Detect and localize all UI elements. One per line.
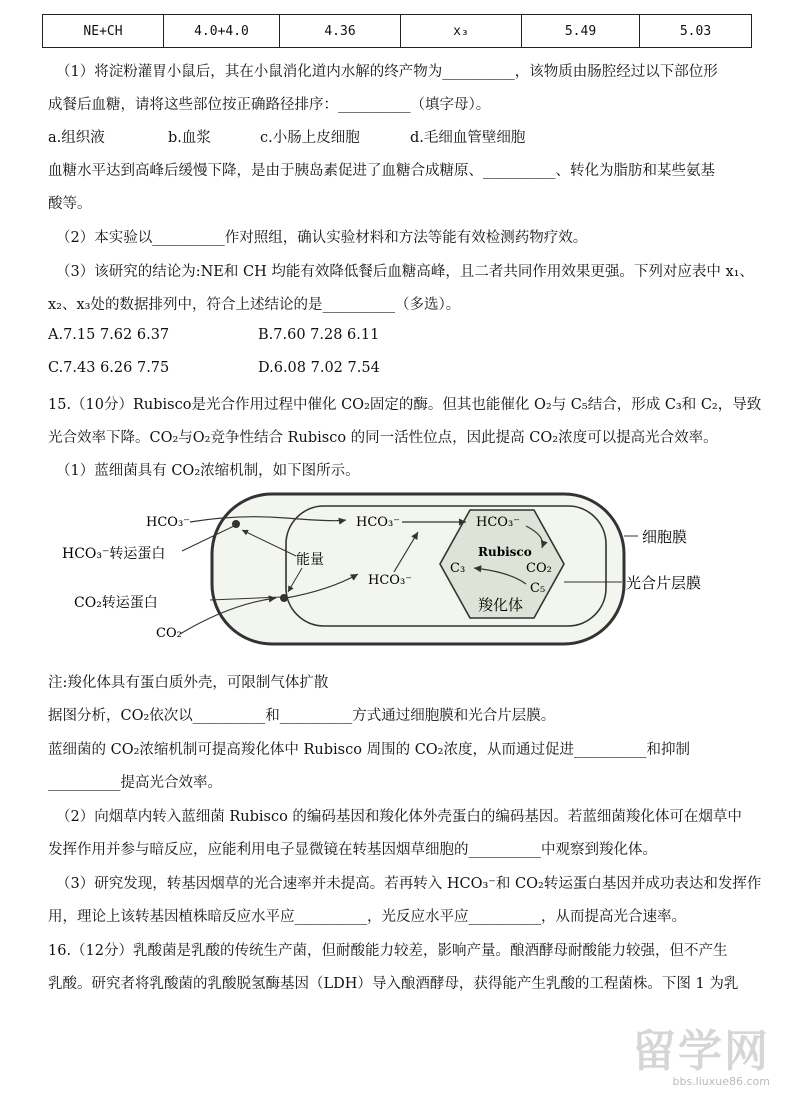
q1-option-c: c.小肠上皮细胞: [260, 130, 360, 146]
q1-line4: 酸等。: [48, 196, 92, 212]
q3-options-ab: [48, 327, 379, 343]
q1-option-b: b.血浆: [168, 130, 211, 146]
cell-membrane-shape: [212, 494, 624, 644]
q3-option-c: C.7.43 6.26 7.75: [48, 360, 170, 376]
co2-transporter-label: CO₂转运蛋白: [74, 595, 158, 611]
hco3-lamella-label: HCO₃⁻: [368, 573, 413, 588]
c3-label: C₃: [450, 561, 466, 576]
rubisco-label: Rubisco: [478, 545, 532, 559]
q15-line7: （2）向烟草内转入蓝细菌 Rubisco 的编码基因和羧化体外壳蛋白的编码基因。若蓝细菌羧化体可在烟草中: [56, 809, 742, 825]
c5-label: C₅: [530, 581, 546, 596]
q15-line3: （1）蓝细菌具有 CO₂浓缩机制，如下图所示。: [56, 463, 360, 479]
q3-option-a: A.7.15 7.62 6.37: [48, 327, 170, 343]
table-cell: 4.0+4.0: [164, 15, 280, 48]
q1-option-a: a.组织液: [48, 130, 105, 146]
q15-line1: 15.（10分）Rubisco是光合作用过程中催化 CO₂固定的酶。但其也能催化 O₂与 C₅结合，形成 C₃和 C₂，导致: [48, 397, 762, 413]
q15-line2: 光合效率下降。CO₂与O₂竞争性结合 Rubisco 的同一活性位点，因此提高 CO₂浓度可以提高光合效率。: [48, 430, 718, 446]
table-cell: 4.36: [280, 15, 401, 48]
table-cell: 5.49: [522, 15, 640, 48]
q3-line1: （3）该研究的结论为:NE和 CH 均能有效降低餐后血糖高峰，且二者共同作用效果更强。下列对应表中 x₁、: [56, 264, 754, 280]
q15-line4: 据图分析，CO₂依次以__________和__________方式通过细胞膜和光合片层膜。: [48, 708, 556, 724]
q3-options-cd: [48, 360, 380, 376]
data-table: [42, 14, 752, 48]
co2-outside-label: CO₂: [156, 626, 182, 641]
carboxysome-label: 羧化体: [478, 596, 524, 614]
co2-concentration-diagram: [50, 486, 750, 646]
hco3-transporter-dot: [232, 520, 240, 528]
q1-line3: 血糖水平达到高峰后缓慢下降，是由于胰岛素促进了血糖合成糖原、__________、转化为脂肪和某些氨基: [48, 163, 715, 179]
hco3-carboxysome-label: HCO₃⁻: [476, 515, 521, 530]
q15-line6: __________提高光合效率。: [48, 775, 222, 791]
q3-line2: x₂、x₃处的数据排列中，符合上述结论的是__________（多选）。: [48, 297, 461, 313]
thylakoid-membrane-label: 光合片层膜: [626, 574, 702, 592]
q15-line5: 蓝细菌的 CO₂浓缩机制可提高羧化体中 Rubisco 周围的 CO₂浓度，从而通过促进__________和抑制: [48, 742, 690, 758]
energy-label: 能量: [296, 552, 324, 568]
watermark: [632, 1015, 770, 1088]
q15-line10: 用，理论上该转基因植株暗反应水平应__________，光反应水平应__________，从而提高光合速率。: [48, 909, 686, 925]
hco3-outside-label: HCO₃⁻: [146, 515, 191, 530]
q15-line8: 发挥作用并参与暗反应，应能利用电子显微镜在转基因烟草细胞的__________中观察到羧化体。: [48, 842, 657, 858]
cell-membrane-label: 细胞膜: [642, 528, 688, 546]
hco3-cytoplasm-label: HCO₃⁻: [356, 515, 401, 530]
watermark-logo: 留学网: [632, 1026, 770, 1077]
q3-option-d: D.6.08 7.02 7.54: [258, 360, 380, 376]
diagram-note: 注:羧化体具有蛋白质外壳，可限制气体扩散: [48, 675, 329, 691]
table-row: [43, 15, 752, 48]
q15-line9: （3）研究发现，转基因烟草的光合速率并未提高。若再转入 HCO₃⁻和 CO₂转运蛋白基因并成功表达和发挥作: [56, 876, 762, 892]
q3-option-b: B.7.60 7.28 6.11: [258, 327, 380, 343]
watermark-url: bbs.liuxue86.com: [672, 1075, 770, 1088]
q16-line1: 16.（12分）乳酸菌是乳酸的传统生产菌，但耐酸能力较差，影响产量。酿酒酵母耐酸能力较强，但不产生: [48, 943, 728, 959]
co2-inner-label: CO₂: [526, 561, 552, 576]
table-cell: 5.03: [640, 15, 752, 48]
q1-option-d: d.毛细血管壁细胞: [410, 130, 526, 146]
table-cell: NE+CH: [43, 15, 164, 48]
table-cell: x₃: [401, 15, 522, 48]
hco3-transporter-label: HCO₃⁻转运蛋白: [62, 546, 166, 562]
q1-line2: 成餐后血糖，请将这些部位按正确路径排序：__________（填字母）。: [48, 97, 491, 113]
q16-line2: 乳酸。研究者将乳酸菌的乳酸脱氢酶基因（LDH）导入酿酒酵母，获得能产生乳酸的工程菌株。下图 1 为乳: [48, 976, 739, 992]
q1-line1: （1）将淀粉灌胃小鼠后，其在小鼠消化道内水解的终产物为__________，该物质由肠腔经过以下部位形: [56, 64, 718, 80]
q1-options: [48, 126, 525, 147]
q2-line: （2）本实验以__________作对照组，确认实验材料和方法等能有效检测药物疗效。: [56, 230, 588, 246]
